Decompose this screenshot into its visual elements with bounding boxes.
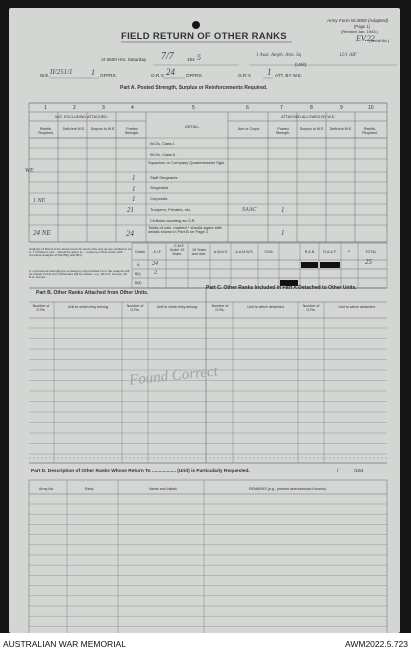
row-corporals: Corporals <box>150 196 168 201</box>
hw-analysis-aif-a: 24 <box>152 261 158 267</box>
page-number: (Page 1) <box>354 24 371 29</box>
col-num-10: 10 <box>368 105 374 111</box>
hw-posted-sgts: 1 <box>132 185 136 193</box>
analysis-row-bi: B(i) <box>135 272 141 276</box>
row-wo-class-1: W.Os. Class I. <box>150 141 176 146</box>
we-label: W.E. <box>40 73 50 78</box>
reinfts-required-header: Reinfts. Required. <box>38 127 54 135</box>
part-c-unit-header-1: Unit to which detached. <box>247 305 285 309</box>
arm-corps-header: Arm or Corps. <box>237 127 261 131</box>
part-b-num-header-2: Number of O.Rs. <box>126 304 144 312</box>
hw-posted-total: 24 <box>126 229 134 238</box>
row-totals: Totals of cols. marked * should agree with details shown in Part B on Page 2 <box>148 225 222 235</box>
hw-att-posted: 1 <box>281 206 285 214</box>
year-handwritten: 5 <box>197 53 201 62</box>
deficient-we-header: Deficient W.E. <box>62 127 86 131</box>
part-c-num-header-2: Number of O.Rs. <box>302 304 320 312</box>
part-b-unit-header-2: Unit to which they belong <box>156 305 198 309</box>
we-excluding-header: W.E. EXCLUDING ATTACHED. <box>55 115 109 119</box>
blacked-out-cell <box>301 262 318 268</box>
offrs-handwritten: 1 <box>91 68 95 77</box>
part-d-year: /194 <box>354 469 364 474</box>
col-num-2: 2 <box>73 105 76 111</box>
hw-posted-staff: 1 <box>132 174 136 182</box>
col-num-3: 3 <box>102 105 105 111</box>
analysis-note-2: A + Personnel belonging to a category not provided for in the analysis will be shown in this Col. Particulars will be shown, e.g., 60 U.K. Forces, 10 N.Z. Forces. <box>29 269 130 280</box>
unit-extra-handwritten: 12/1 AIF <box>339 53 357 58</box>
attached-header: ATTACHED ALLOWED BY W.E. <box>281 115 336 119</box>
analysis-raaf-header: R.A.A.F. <box>323 250 337 254</box>
col-num-8: 8 <box>310 105 313 111</box>
row-staff-sgts: Staff Sergeants <box>150 175 178 180</box>
serial-label: (Serial No.) <box>369 38 390 43</box>
ors2-label: O.R.'s <box>238 73 251 78</box>
att-reinfts-header: Reinfts. Required. <box>362 127 378 135</box>
hw-reinf-total: 24 NE <box>33 229 51 237</box>
ors-handwritten: 24 <box>166 67 175 77</box>
col-num-5: 5 <box>192 105 195 111</box>
part-d-title: Part D. Description of Other Ranks Whose Return To .................. (Unit) is Particularly Requested. <box>31 469 250 474</box>
analysis-other-header: ** <box>347 250 351 254</box>
col-num-6: 6 <box>246 105 249 111</box>
part-b-title: Part B. Other Ranks Attached from Other Units. <box>36 290 149 296</box>
field-return-form <box>9 8 400 633</box>
part-c-title: Part C. Other Ranks Included in Part A Detached to Other Units. <box>206 285 357 291</box>
part-d-date-slash: / <box>337 469 339 474</box>
revised-date: (Revised Jan. 1943.) <box>341 29 378 34</box>
col-num-7: 7 <box>280 105 283 111</box>
part-d-army-no-header: Army No. <box>39 487 54 491</box>
date-handwritten: 7/7 <box>161 51 174 62</box>
analysis-detail-header: Detail <box>135 250 145 254</box>
analysis-total-header: TOTAL <box>365 250 377 254</box>
col-num-1: 1 <box>44 105 47 111</box>
att-deficient-header: Deficient W.E. <box>329 127 353 131</box>
hw-arm-troopers: SAAC <box>242 207 257 213</box>
unit-handwritten: 1 Aust. Amph. Arm. Sq <box>256 53 302 58</box>
form-title: FIELD RETURN OF OTHER RANKS <box>121 31 287 42</box>
analysis-row-bii: B(ii) <box>135 281 142 285</box>
analysis-note: Analysis of Part A to be shown here for such units only as are entitled to an a. 7 of Return, Ind... should be given to ... columns of this return with complete analysis of Part B(i) and B(ii). <box>29 247 132 258</box>
ors2-handwritten: 1 <box>267 67 272 77</box>
part-b-unit-header-1: Unit to which they belong <box>67 305 109 309</box>
hw-analysis-total-a: 25 <box>365 258 372 266</box>
row-civilians: Civilians counting as O.R. <box>150 218 196 223</box>
part-b-num-header-1: Number of O.Rs. <box>32 304 50 312</box>
hw-analysis-aif-bi: 2 <box>154 270 157 276</box>
footer-institution: AUSTRALIAN WAR MEMORIAL <box>3 639 126 649</box>
form-grid-lines <box>9 8 400 633</box>
serial-handwritten: EV.22 <box>356 34 375 43</box>
part-d-name-header: Name and Initials. <box>149 487 178 491</box>
offrs2-label: OFFRS. <box>186 73 203 78</box>
surplus-we-header: Surplus to W.E. <box>90 127 116 131</box>
ors-label: O.R.'s <box>151 73 164 78</box>
blacked-out-cell <box>320 262 340 268</box>
part-a-title: Part A. Posted Strength, Surplus or Reinforcements Required. <box>120 85 268 91</box>
part-c-unit-header-2: Unit to which detached. <box>338 305 376 309</box>
cmf-label: C.M.F. <box>174 244 185 248</box>
col-num-9: 9 <box>340 105 343 111</box>
at-label: At 0600 Hrs. Saturday <box>101 57 147 62</box>
found-correct-stamp: Found Correct <box>128 363 219 389</box>
year-prefix: 194 <box>187 57 195 62</box>
analysis-civil-header: CIVIL <box>264 250 274 254</box>
analysis-under19-header: Under 19 Years. <box>169 248 185 256</box>
form-number: Army Form W.3009 (Adapted) <box>327 18 389 23</box>
archive-footer <box>0 633 411 653</box>
part-d-remarks-header: REMARKS (e.g., present whereabouts if known). <box>249 487 327 491</box>
analysis-aif-header: A.I.F. <box>153 250 162 254</box>
hw-att-total: 1 <box>281 229 285 237</box>
detail-header: DETAIL. <box>185 124 200 129</box>
footer-accession: AWM2022.5.723 <box>345 639 408 649</box>
hw-posted-tps: 21 <box>127 206 134 214</box>
row-qm-sgts: Squadron or Company Quartermaster Sgts. <box>148 160 226 165</box>
we-margin-mark: WE <box>25 168 34 174</box>
row-troopers: Troopers, Privates, etc. <box>150 207 192 212</box>
posted-strength-header: Posted Strength. <box>124 127 140 135</box>
hw-posted-cpl: 1 <box>132 195 136 203</box>
row-wo-class-2: W.Os. Class II. <box>150 152 177 157</box>
analysis-row-a: A <box>137 263 140 267</box>
att-surplus-header: Surplus to W.E. <box>299 127 325 131</box>
analysis-19over-header: 19 Years and over. <box>191 248 207 256</box>
we-handwritten: II/251/1 <box>50 68 73 76</box>
analysis-awas-header: A.W.A.S. <box>213 250 229 254</box>
analysis-aamws-header: A.A.M.W.S. <box>235 250 254 254</box>
att-posted-header: Posted Strength. <box>275 127 291 135</box>
part-d-rank-header: Rank. <box>85 487 95 491</box>
col-num-4: 4 <box>131 105 134 111</box>
part-c-num-header-1: Number of O.Rs. <box>211 304 229 312</box>
unit-label: (Unit) <box>295 62 307 67</box>
row-sergeants: Sergeants <box>150 185 169 190</box>
att-label: ATT. BY W.E. <box>275 73 303 78</box>
analysis-ran-header: R.A.N. <box>304 250 316 254</box>
offrs-label: OFFRS. <box>100 73 117 78</box>
hw-reinf-sgts: 1 NE <box>33 198 46 204</box>
